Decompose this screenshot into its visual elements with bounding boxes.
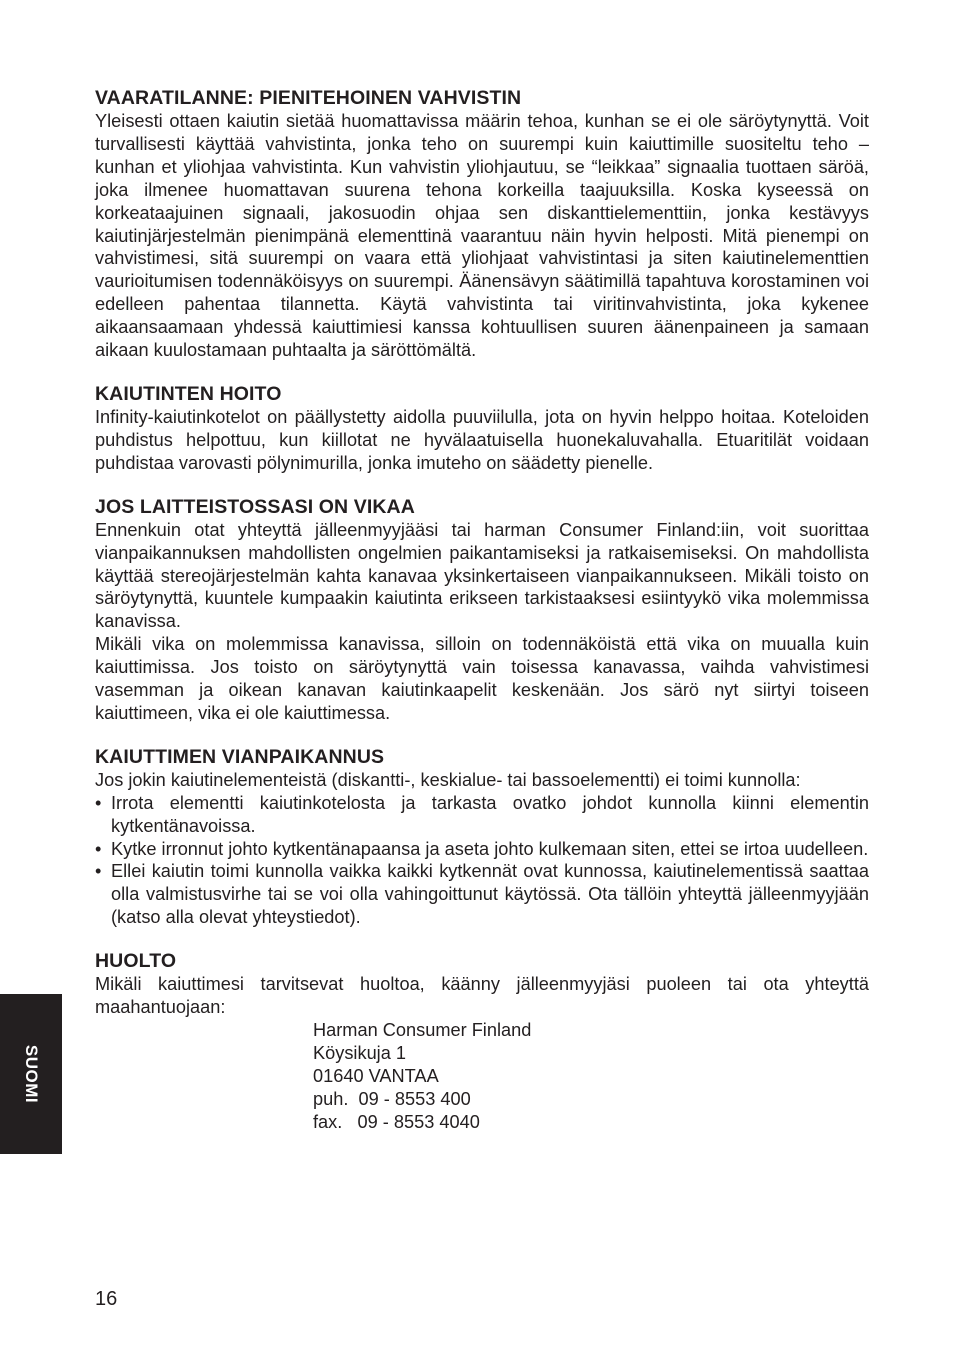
section-heading: VAARATILANNE: PIENITEHOINEN VAHVISTIN xyxy=(95,87,522,109)
language-side-tab xyxy=(0,994,62,1154)
section-paragraph: Ennenkuin otat yhteyttä jälleenmyyjääsi tai harman Consumer Finland:iin, voit suorittaa vianpaikannuksen mahdollisten ongelmien paikantamiseksi ja ratkaisemiseksi. On mahdollista käyttää stereojärjestelmän kahta kanavaa yksinkertaiseen vianpaikannukseen. Mikäli toisto on säröytynyttä, kuuntele kumpaakin kaiutinta erikseen tarkistaaksesi esiintyykö vika molemmissa kanavissa. xyxy=(95,519,869,632)
section-speaker-care xyxy=(95,382,869,475)
section-service xyxy=(95,949,869,1133)
language-label: SUOMI xyxy=(22,1044,41,1104)
section-heading: KAIUTINTEN HOITO xyxy=(95,382,282,405)
section-heading: KAIUTTIMEN VIANPAIKANNUS xyxy=(95,745,385,768)
address-line: Harman Consumer Finland xyxy=(313,1020,532,1040)
section-heading: HUOLTO xyxy=(95,950,177,973)
address-block xyxy=(313,1019,869,1134)
page-number: 16 xyxy=(95,1288,118,1310)
section-amplifier-warning xyxy=(95,86,869,362)
section-paragraph: Infinity-kaiutinkotelot on päällystetty aidolla puuviilulla, jota on hyvin helppo hoitaa. Koteloiden puhdistus helpottuu, kun kiillotat ne hyvälaatuisella huonekaluvahalla. Etuaritilät voidaan puhdistaa varovasti pölynimurilla, jonka imuteho on säädetty pienelle. xyxy=(95,406,869,473)
list-item: • Kytke irronnut johto kytkentänapaansa ja aseta johto kulkemaan siten, ettei se irtoa uudelleen. xyxy=(95,838,869,861)
list-item: • Ellei kaiutin toimi kunnolla vaikka kaikki kytkennät ovat kunnossa, kaiutinelementissä saattaa olla valmistusvirhe tai se voi olla vahingoittunut käytössä. Ota tällöin yhteyttä jälleenmyyjään (katso alla olevat yhteystiedot). xyxy=(95,860,869,929)
section-paragraph: Jos jokin kaiutinelementeistä (diskantti-, keskialue- tai bassoelementti) ei toimi kunnolla: xyxy=(95,769,801,790)
section-speaker-troubleshooting xyxy=(95,745,869,929)
section-paragraph: Yleisesti ottaen kaiutin sietää huomattavissa määrin tehoa, kunhan se ei ole säröytynyttä. Voit turvallisesti käyttää vahvistinta, jonka teho on suurempi kuin kaiuttimille suositeltu teho – kunhan et yliohjaa vahvistinta. Kun vahvistin yliohjautuu, se “leikkaa” signaalia tuottaen säröä, joka ilmenee huomattavan suurena tehona korkeilla taajuuksilla. Koska kyseessä on korkeataajuinen signaali, jakosuodin ohjaa sen diskanttielementtiin, jonka kestävyys kaiutinjärjestelmän pienimpänä elementtinä vaarantuu näin hyvin helposti. Mitä pienempi on vahvistimesi, sitä suurempi on vaara että yliohjaat vahvistintasi ja siten kaiutinelementtien vaurioitumisen todennäköisyys on suurempi. Äänensävyn säätimillä tapahtuva korostaminen voi edelleen pahentaa tilannetta. Käytä vahvistinta tai viritinvahvistinta, joka kykenee aikaansaamaan yhdessä kaiuttimiesi kanssa kohtuullisen suuren äänenpaineen ja samaan aikaan kuulostamaan puhtaalta ja säröttömältä. xyxy=(95,111,869,361)
page-content xyxy=(95,86,869,1154)
address-line: puh. 09 - 8553 400 xyxy=(313,1088,471,1109)
section-system-fault xyxy=(95,495,869,725)
section-paragraph: Mikäli kaiuttimesi tarvitsevat huoltoa, käänny jälleenmyyjäsi puoleen tai ota yhteyttä maahantuojaan: xyxy=(95,974,869,1018)
list-item: • Irrota elementti kaiutinkotelosta ja tarkasta ovatko johdot kunnolla kiinni elementin kytkentänavoissa. xyxy=(95,792,869,838)
section-heading: JOS LAITTEISTOSSASI ON VIKAA xyxy=(95,495,415,518)
address-line: 01640 VANTAA xyxy=(313,1065,439,1086)
address-line: Köysikuja 1 xyxy=(313,1042,407,1063)
address-line: fax. 09 - 8553 4040 xyxy=(313,1111,480,1132)
section-paragraph: Mikäli vika on molemmissa kanavissa, silloin on todennäköistä että vika on muualla kuin kaiuttimissa. Jos toisto on säröytynyttä vain toisessa kanavassa, vaihda vahvistimesi vasemman ja oikean kanavan kaiutinkaapelit keskenään. Jos särö nyt siirtyi toiseen kaiuttimeen, vika ei ole kaiuttimessa. xyxy=(95,634,869,723)
bullet-list xyxy=(95,792,869,929)
